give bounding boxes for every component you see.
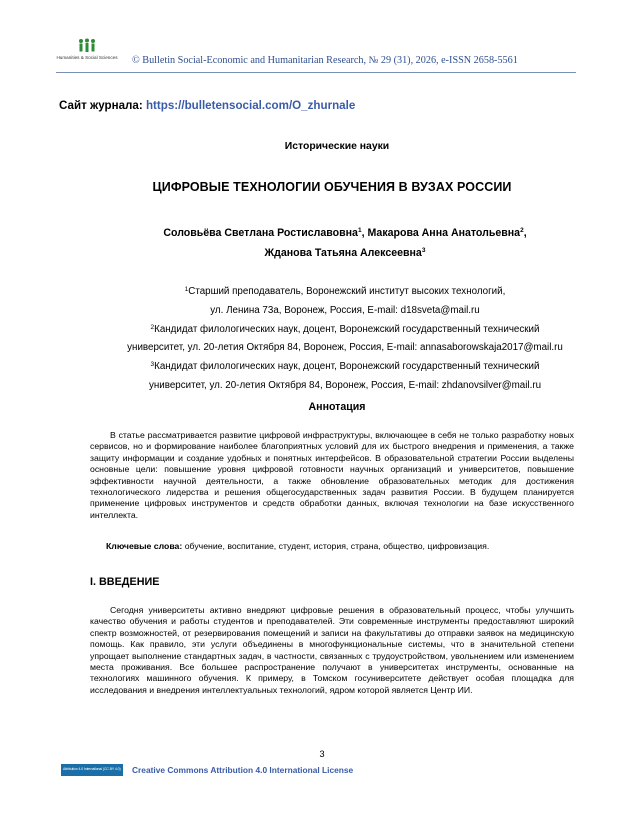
- affiliation-line: $^2$Кандидат филологических наук, доцент, Воронежский государственный технический: [150, 323, 540, 335]
- journal-logo: [56, 38, 116, 70]
- people-logo-icon: [78, 38, 96, 54]
- article-title: ЦИФРОВЫЕ ТЕХНОЛОГИИ ОБУЧЕНИЯ В ВУЗАХ РОССИИ: [152, 180, 512, 194]
- journal-site-line: [59, 99, 355, 112]
- affiliation-line: $^3$Кандидат филологических наук, доцент, Воронежский государственный технический: [150, 361, 540, 373]
- author-name: Макарова Анна Анатольевна: [367, 227, 521, 239]
- affiliation-line: ул. Ленина 73а, Воронеж, Россия, E-mail: d18sveta@mail.ru: [210, 304, 480, 316]
- introduction-heading: I. ВВЕДЕНИЕ: [90, 576, 160, 588]
- annotation-text: В статье рассматривается развитие цифровой инфраструктуры, включающее в себя не только разработку новых сервисов, но и формирование наиболее благоприятных условий для их быстрого внедрения и применения, а также защиту информации и создание удобных и понятных интерфейсов. В образовательной стратегии России выделены основные цели: повышение уровня цифровой готовности научных организаций и университетов, повышение эффективности научной деятельности, а также обновление образовательных методик для достижения технологического лидерства и решения общегосударственных задач развития России. В будущем планируется применение цифровых инструментов и средств обработки данных, включая технологии на базе искусственного интеллекта.: [90, 430, 574, 520]
- keywords-values: обучение, воспитание, студент, история, страна, общество, цифровизация.: [182, 541, 490, 551]
- license-link[interactable]: Creative Commons Attribution 4.0 International License: [132, 765, 354, 775]
- author-name: Соловьёва Светлана Ростиславовна: [163, 227, 358, 239]
- keywords-line: [106, 541, 576, 552]
- affiliation-line: университет, ул. 20-летия Октября 84, Воронеж, Россия, E-mail: zhdanovsilver@mail.ru: [148, 379, 542, 391]
- affiliation-superscript: 3: [150, 361, 155, 369]
- site-label: Сайт журнала:: [59, 99, 146, 112]
- affiliation-superscript: 1: [184, 286, 189, 293]
- authors-block: [60, 223, 630, 263]
- author-separator: ,: [361, 227, 368, 239]
- cc-license-badge[interactable]: [61, 764, 123, 776]
- cc-badge-text: Attribution 4.0 International (CC BY 4.0): [63, 767, 121, 771]
- affiliations-block: [60, 283, 630, 396]
- journal-info-line: © Bulletin Social-Economic and Humanitarian Research, № 29 (31), 2026, e-ISSN 2658-5561: [132, 55, 518, 66]
- author-superscript: 2: [520, 227, 524, 234]
- page-number: 3: [319, 749, 325, 759]
- keywords-label: Ключевые слова:: [106, 541, 183, 551]
- page-header: [56, 38, 576, 72]
- affiliation-line: $^1$Старший преподаватель, Воронежский институт высоких технологий,: [184, 286, 506, 297]
- affiliation-line: университет, ул. 20-летия Октября 84, Воронеж, Россия, E-mail: annasaborowskaja2017@mail.ru: [127, 342, 563, 354]
- header-divider: [56, 72, 576, 73]
- site-url-link[interactable]: https://bulletensocial.com/O_zhurnale: [145, 99, 356, 112]
- author-superscript: 3: [421, 247, 426, 254]
- affiliation-superscript: 2: [150, 323, 155, 331]
- author-name: Жданова Татьяна Алексеевна: [264, 247, 422, 259]
- author-separator: ,: [523, 227, 527, 239]
- introduction-text: Сегодня университеты активно внедряют цифровые решения в образовательный процесс, чтобы улучшить качество обучения и работы студентов и преподавателей. Эти современные инструменты предоставляют широкий спектр возможностей, от резервирования помещений и записи на факультативы до отправки заявок на медицинскую помощь. Как правило, эти услуги объединены в многофункциональные системы, что в значительной степени упрощает выполнение стандартных задач, в частности, связанных с трудоустройством, увольнением или изменением места проживания. Все большее распространение получают в университетах инструменты, основанные на технологиях машинного обучения. К примеру, в Томском госуниверситете действует особая площадка для исследования и внедрения интеллектуальных технологий, ядром которой является Центр ИИ.: [90, 605, 574, 695]
- annotation-heading: Аннотация: [308, 401, 366, 413]
- section-heading: Исторические науки: [284, 141, 390, 152]
- logo-caption: Humanities & Social Sciences: [56, 55, 118, 60]
- author-superscript: 1: [357, 227, 362, 234]
